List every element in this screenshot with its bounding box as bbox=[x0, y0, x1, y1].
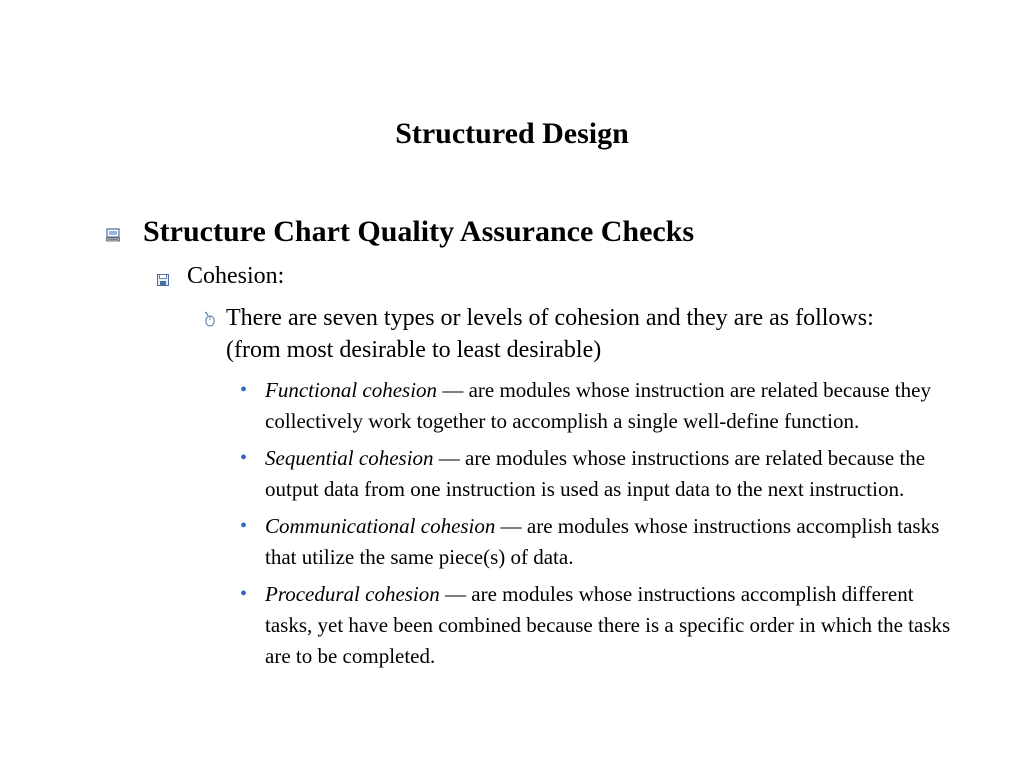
list-item bbox=[240, 375, 960, 437]
slide-title: Structured Design bbox=[395, 117, 629, 150]
list-item bbox=[240, 511, 960, 573]
bullet-level3-text: There are seven types or levels of cohesion and they are as follows: (from most desirable to least desirable) bbox=[226, 305, 874, 363]
computer-icon bbox=[106, 228, 120, 242]
bullet-level1-text: Structure Chart Quality Assurance Checks bbox=[143, 215, 695, 248]
bullet-dot-icon: • bbox=[240, 515, 248, 537]
em-dash: — bbox=[437, 378, 469, 402]
cohesion-types-list bbox=[240, 375, 960, 678]
em-dash: — bbox=[439, 582, 472, 606]
mouse-icon bbox=[202, 311, 216, 327]
list-item bbox=[240, 579, 960, 672]
em-dash: — bbox=[495, 514, 527, 538]
cohesion-term: Communicational cohesion bbox=[265, 514, 496, 538]
bullet-dot-icon: • bbox=[240, 447, 248, 469]
list-item bbox=[240, 443, 960, 505]
cohesion-description: are modules whose instructions are related because the output data from one instruction is used as input data to the next instruction. bbox=[265, 446, 926, 501]
em-dash: — bbox=[433, 446, 466, 470]
bullet-dot-icon: • bbox=[240, 379, 248, 401]
cohesion-term: Procedural cohesion bbox=[265, 582, 440, 606]
cohesion-term: Functional cohesion bbox=[265, 378, 438, 402]
cohesion-description: are modules whose instructions accomplish different tasks, yet have been combined because there is a specific order in which the tasks are to be completed. bbox=[265, 582, 951, 668]
bullet-level2-text: Cohesion: bbox=[187, 263, 285, 289]
floppy-disk-icon bbox=[157, 273, 169, 285]
cohesion-description: are modules whose instructions accomplish tasks that utilize the same piece(s) of data. bbox=[265, 514, 940, 569]
bullet-dot-icon: • bbox=[240, 583, 248, 605]
cohesion-description: are modules whose instruction are related because they collectively work together to accomplish a single well-define function. bbox=[265, 378, 931, 433]
cohesion-term: Sequential cohesion bbox=[265, 446, 434, 470]
